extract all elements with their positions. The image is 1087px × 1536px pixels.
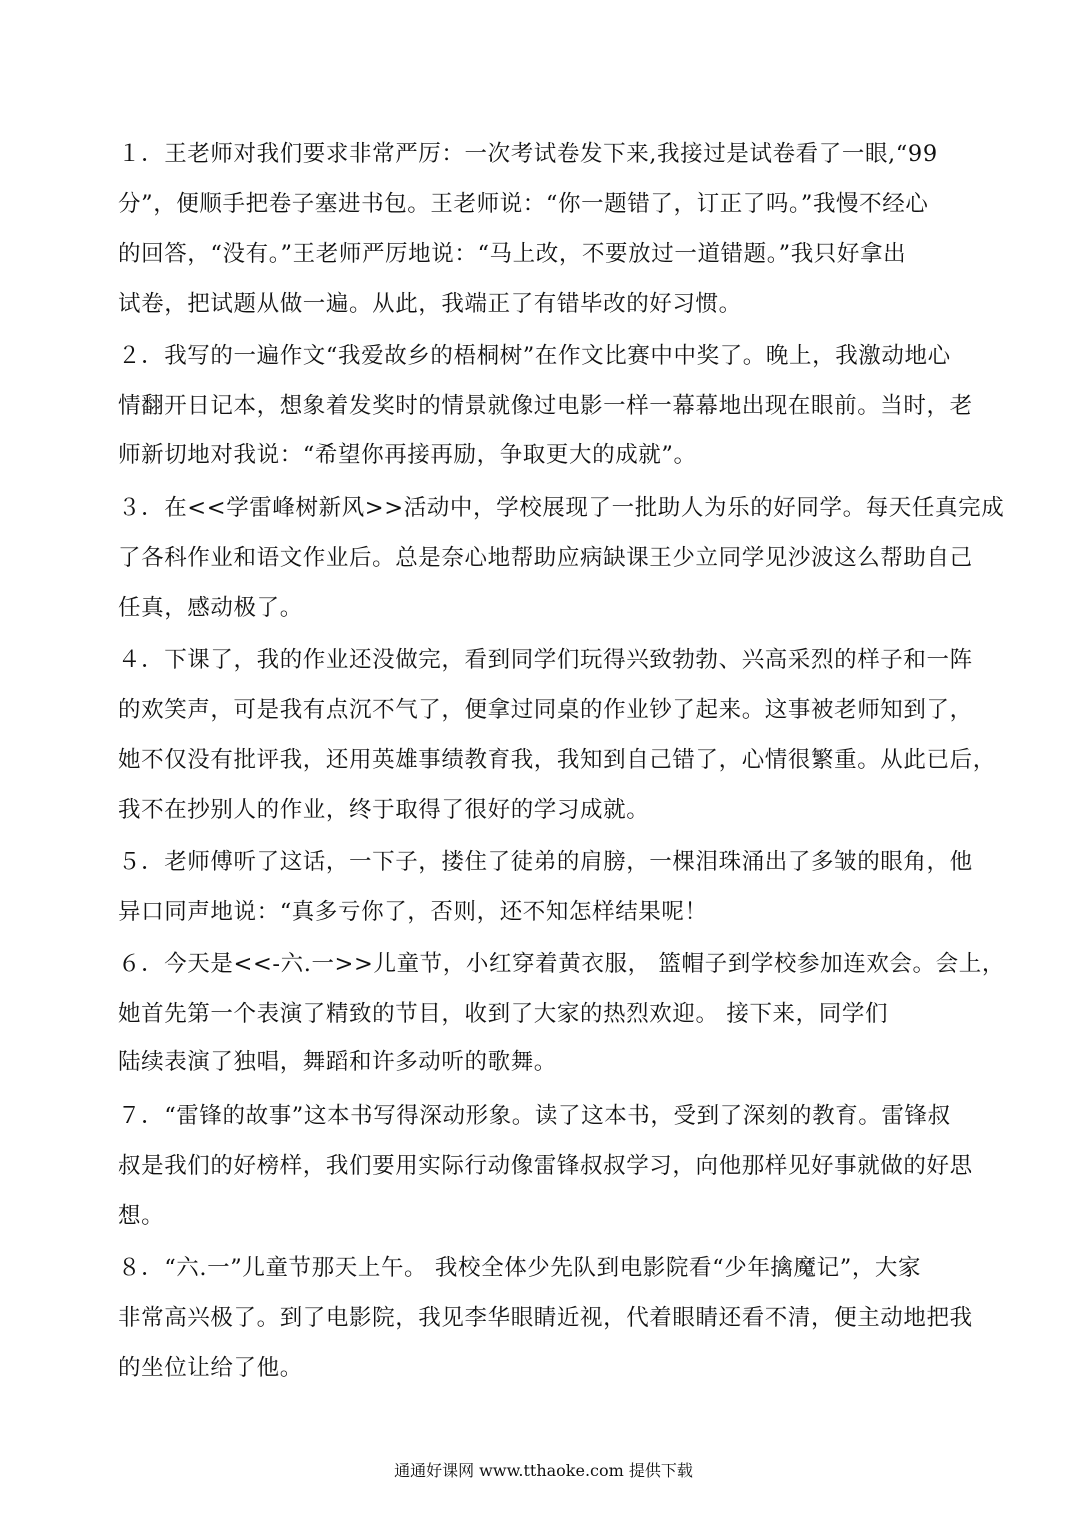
paragraph-1-line-3: 的回答，“没有。”王老师严厉地说：“马上改，不要放过一道错题。”我只好拿出 (118, 241, 907, 267)
paragraph-3-line-2: 了各科作业和语文作业后。总是奈心地帮助应病缺课王少立同学见沙波这么帮助自己 (118, 545, 973, 571)
paragraph-7-line-2: 叔是我们的好榜样，我们要用实际行动像雷锋叔叔学习，向他那样见好事就做的好思 (118, 1153, 973, 1179)
paragraph-2-line-3: 师新切地对我说：“希望你再接再励，争取更大的成就”。 (118, 442, 697, 468)
paragraph-3-line-3: 任真，感动极了。 (118, 595, 303, 621)
paragraph-1-line-4: 试卷，把试题从做一遍。从此，我端正了有错毕改的好习惯。 (118, 291, 742, 317)
paragraph-5-line-2: 异口同声地说：“真多亏你了，否则，还不知怎样结果呢！ (118, 899, 708, 925)
paragraph-8-line-2: 非常高兴极了。到了电影院，我见李华眼睛近视，代着眼睛还看不清，便主动地把我 (118, 1305, 973, 1331)
paragraph-8-line-3: 的坐位让给了他。 (118, 1355, 303, 1381)
paragraph-6-line-1: ６．今天是<<-六.一>>儿童节，小红穿着黄衣服， 篮帽子到学校参加连欢会。会上， (118, 951, 1005, 977)
paragraph-2-line-2: 情翻开日记本，想象着发奖时的情景就像过电影一样一幕幕地出现在眼前。当时，老 (118, 393, 973, 419)
page-footer: 通通好课网 www.tthaoke.com 提供下载 (394, 1461, 693, 1480)
paragraph-3-line-1: ３．在<<学雷峰树新风>>活动中，学校展现了一批助人为乐的好同学。每天任真完成 (118, 495, 1005, 521)
paragraph-6-line-2: 她首先第一个表演了精致的节目，收到了大家的热烈欢迎。 接下来，同学们 (118, 1001, 889, 1027)
paragraph-4-line-2: 的欢笑声，可是我有点沉不气了，便拿过同桌的作业钞了起来。这事被老师知到了， (118, 697, 973, 723)
paragraph-7-line-1: ７．“雷锋的故事”这本书写得深动形象。读了这本书，受到了深刻的教育。雷锋叔 (118, 1103, 951, 1129)
paragraph-6-line-3: 陆续表演了独唱，舞蹈和许多动听的歌舞。 (118, 1049, 557, 1075)
paragraph-1-line-1: １．王老师对我们要求非常严厉：一次考试卷发下来,我接过是试卷看了一眼,“99 (118, 141, 938, 167)
paragraph-4-line-1: ４．下课了，我的作业还没做完，看到同学们玩得兴致勃勃、兴高采烈的样子和一阵 (118, 647, 973, 673)
paragraph-8-line-1: ８．“六.一”儿童节那天上午。 我校全体少先队到电影院看“少年擒魔记”，大家 (118, 1255, 922, 1281)
paragraph-2-line-1: ２．我写的一遍作文“我爱故乡的梧桐树”在作文比赛中中奖了。晚上，我激动地心 (118, 343, 951, 369)
paragraph-4-line-4: 我不在抄别人的作业，终于取得了很好的学习成就。 (118, 797, 650, 823)
paragraph-5-line-1: ５．老师傅听了这话，一下子，搂住了徒弟的肩膀，一棵泪珠涌出了多皱的眼角，他 (118, 849, 973, 875)
paragraph-1-line-2: 分”，便顺手把卷子塞进书包。王老师说：“你一题错了，订正了吗。”我慢不经心 (118, 191, 929, 217)
paragraph-7-line-3: 想。 (118, 1203, 165, 1229)
paragraph-4-line-3: 她不仅没有批评我，还用英雄事绩教育我，我知到自己错了，心情很繁重。从此已后， (118, 747, 996, 773)
